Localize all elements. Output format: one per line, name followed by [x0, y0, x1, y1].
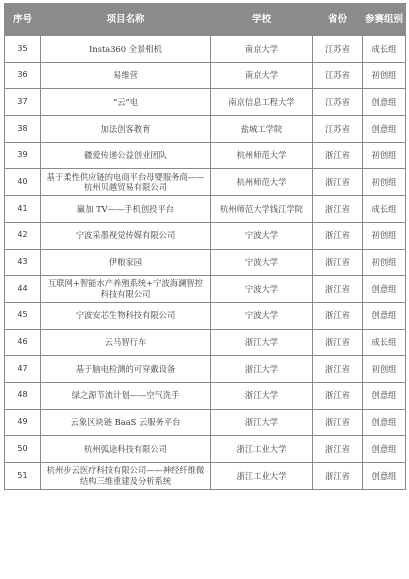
cell-group: 创意组 [363, 409, 406, 436]
table-body [5, 36, 406, 490]
cell-province: 江苏省 [313, 89, 363, 116]
cell-project: 基于脑电检测的可穿戴设备 [41, 356, 211, 383]
cell-province: 浙江省 [313, 196, 363, 223]
table-row [5, 196, 406, 223]
cell-project: 杭州步云医疗科技有限公司——神经纤维微结构三维重建及分析系统 [41, 463, 211, 490]
cell-group: 创意组 [363, 436, 406, 463]
cell-province: 浙江省 [313, 382, 363, 409]
cell-group: 初创组 [363, 169, 406, 196]
table-row [5, 89, 406, 116]
cell-no: 35 [5, 36, 41, 63]
table-row [5, 436, 406, 463]
header-province: 省份 [313, 4, 363, 36]
table-row [5, 463, 406, 490]
cell-no: 51 [5, 463, 41, 490]
table-row [5, 36, 406, 63]
cell-group: 成长组 [363, 196, 406, 223]
cell-group: 创意组 [363, 463, 406, 490]
header-no: 序号 [5, 4, 41, 36]
cell-school: 南京大学 [211, 36, 313, 63]
cell-project: 伊粮家园 [41, 249, 211, 276]
table-row [5, 169, 406, 196]
cell-province: 江苏省 [313, 62, 363, 89]
cell-project: Insta360 全景相机 [41, 36, 211, 63]
cell-school: 浙江大学 [211, 409, 313, 436]
cell-no: 47 [5, 356, 41, 383]
cell-province: 浙江省 [313, 142, 363, 169]
cell-group: 创意组 [363, 302, 406, 329]
cell-group: 创意组 [363, 382, 406, 409]
cell-province: 浙江省 [313, 169, 363, 196]
cell-school: 南京大学 [211, 62, 313, 89]
cell-school: 宁波大学 [211, 222, 313, 249]
cell-province: 浙江省 [313, 329, 363, 356]
table-row [5, 142, 406, 169]
cell-project: 互联网+智能水产养殖系统+宁波海澜智控科技有限公司 [41, 276, 211, 303]
competition-table-sheet [4, 3, 405, 490]
cell-group: 初创组 [363, 142, 406, 169]
cell-school: 浙江大学 [211, 382, 313, 409]
cell-province: 浙江省 [313, 276, 363, 303]
cell-group: 创意组 [363, 276, 406, 303]
cell-school: 南京信息工程大学 [211, 89, 313, 116]
cell-school: 杭州师范大学 [211, 142, 313, 169]
cell-project: 疆爱传递公益创业团队 [41, 142, 211, 169]
cell-project: 加法创客教育 [41, 116, 211, 143]
header-group: 参赛组别 [363, 4, 406, 36]
table-row [5, 356, 406, 383]
cell-project: 杭州弧途科技有限公司 [41, 436, 211, 463]
cell-school: 浙江工业大学 [211, 463, 313, 490]
cell-group: 初创组 [363, 249, 406, 276]
table-header [5, 4, 406, 36]
table-row [5, 116, 406, 143]
cell-no: 38 [5, 116, 41, 143]
cell-group: 初创组 [363, 222, 406, 249]
header-school: 学校 [211, 4, 313, 36]
cell-school: 浙江工业大学 [211, 436, 313, 463]
cell-no: 44 [5, 276, 41, 303]
cell-group: 成长组 [363, 329, 406, 356]
cell-project: 宁波采墨视觉传媒有限公司 [41, 222, 211, 249]
cell-no: 48 [5, 382, 41, 409]
cell-no: 42 [5, 222, 41, 249]
cell-project: 云象区块链 BaaS 云服务平台 [41, 409, 211, 436]
table-row [5, 329, 406, 356]
cell-school: 宁波大学 [211, 249, 313, 276]
cell-project: “云”电 [41, 89, 211, 116]
table-row [5, 409, 406, 436]
cell-province: 浙江省 [313, 463, 363, 490]
cell-no: 36 [5, 62, 41, 89]
cell-project: 云马智行车 [41, 329, 211, 356]
table-row [5, 249, 406, 276]
cell-school: 宁波大学 [211, 302, 313, 329]
table-row [5, 382, 406, 409]
cell-project: 易维营 [41, 62, 211, 89]
cell-no: 40 [5, 169, 41, 196]
cell-province: 浙江省 [313, 356, 363, 383]
table-row [5, 62, 406, 89]
cell-province: 浙江省 [313, 249, 363, 276]
table-row [5, 276, 406, 303]
table-row [5, 302, 406, 329]
cell-group: 创意组 [363, 89, 406, 116]
header-project: 项目名称 [41, 4, 211, 36]
cell-school: 宁波大学 [211, 276, 313, 303]
cell-province: 江苏省 [313, 116, 363, 143]
project-list-table [4, 3, 406, 490]
cell-province: 浙江省 [313, 409, 363, 436]
cell-project: 宁波安芯生物科技有限公司 [41, 302, 211, 329]
cell-group: 创意组 [363, 116, 406, 143]
cell-province: 浙江省 [313, 222, 363, 249]
cell-no: 43 [5, 249, 41, 276]
cell-province: 浙江省 [313, 436, 363, 463]
cell-group: 成长组 [363, 36, 406, 63]
cell-no: 45 [5, 302, 41, 329]
cell-project: 绿之源节流计划——空气洗手 [41, 382, 211, 409]
cell-no: 41 [5, 196, 41, 223]
cell-no: 50 [5, 436, 41, 463]
cell-school: 盐城工学院 [211, 116, 313, 143]
cell-province: 江苏省 [313, 36, 363, 63]
cell-group: 初创组 [363, 62, 406, 89]
cell-school: 浙江大学 [211, 329, 313, 356]
cell-project: 赢加 TV——手机创投平台 [41, 196, 211, 223]
cell-school: 杭州师范大学 [211, 169, 313, 196]
cell-group: 初创组 [363, 356, 406, 383]
cell-school: 杭州师范大学钱江学院 [211, 196, 313, 223]
cell-no: 46 [5, 329, 41, 356]
cell-province: 浙江省 [313, 302, 363, 329]
cell-school: 浙江大学 [211, 356, 313, 383]
cell-no: 39 [5, 142, 41, 169]
table-row [5, 222, 406, 249]
cell-project: 基于柔性供应链的电商平台母婴服务商——杭州贝越贸易有限公司 [41, 169, 211, 196]
cell-no: 49 [5, 409, 41, 436]
cell-no: 37 [5, 89, 41, 116]
header-row [5, 4, 406, 36]
